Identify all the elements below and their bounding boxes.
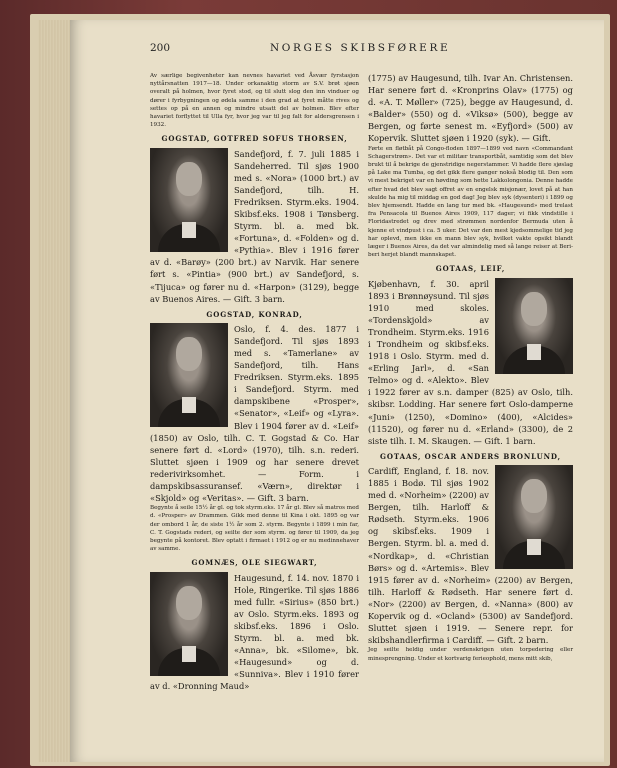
left-column bbox=[150, 72, 359, 692]
entry-text: Haugesund, f. 14. nov. 1870 i Hole, Ringerike. Til sjøs 1886 med fullr. «Sirius» (850 brt.) av Oslo. Styrm.eks. 1893 og skibsf.eks. 1896 i Oslo. Styrm. bl. a. med bk. «Anna», bk. «Silome», bk. «Haugesund» og d. «Sunniva». Blev i 1910 fører av d. «Dronning Maud» bbox=[150, 572, 359, 692]
entry-text: Sandefjord, f. 7. juli 1885 i Sandeherred. Til sjøs 1900 med s. «Nora» (1000 brt.) av Sandefjord, tilh. H. Fredriksen. Styrm.eks. 1904. Skibsf.eks. 1908 i Tønsberg. Styrm. bl. a. med bk. «Fortuna», d. «Folden» og d. «Pythia». Blev i 1916 fører av d. «Barøy» (200 brt.) av Narvik. Har senere ført s. «Pintia» (900 brt.) av Sandefjord, s. «Tijuca» og fører nu d. «Harpon» (3129), begge av Buenos Aires. — Gift. 3 barn. bbox=[150, 148, 359, 304]
entry-heading: GOMNÆS, OLE SIEGWART, bbox=[191, 558, 318, 568]
entry-text: (1775) av Haugesund, tilh. Ivar An. Christensen. Har senere ført d. «Kronprins Olav» (1775) og d. «A. T. Møller» (725), begge av Haugesund, d. «Balder» (550) og d. «Viksø» (500), begge av Bergen, og førte senest m. «Eyfjord» (500) av Kopervik. Sluttet sjøen i 1920 (syk). — Gift. bbox=[368, 73, 573, 144]
entry-note: Jeg seilte heldig under verdenskrigen uten torpedering eller minesprengning. Under et kortvarig ferieophold, mens mitt skib, bbox=[368, 647, 573, 662]
entry-heading: GOGSTAD, GOTFRED SOFUS THORSEN, bbox=[161, 134, 348, 144]
intro-note: Av særlige begivenheter kan nevnes havariet ved Åsvær fyrstasjon nyttårsnatten 1917—18. Under orkanaktig storm av S.V. brøt sjøen overalt på holmen, hvor fyret stod, og til slutt slog den inn vinduer og dører i fyrbygningen og ødela samme i den grad at fyret måtte rives og settes op på en annen og mindre utsatt del av holmen. Blev efter havariet forflyttet til Ulla fyr, hvor jeg var til jeg falt for aldersgrensen i 1932. bbox=[150, 73, 359, 129]
right-column bbox=[368, 72, 573, 663]
entry-text: Kjøbenhavn, f. 30. april 1893 i Brønnøysund. Til sjøs 1910 med skoles. «Tordenskjold» av Trondheim. Styrm.eks. 1916 i Trondheim og skibsf.eks. 1918 i Oslo. Styrm. med d. «Erling Jarl», d. «San Telmo» og d. «Alekto». Blev i 1922 fører av s.n. damper (825) av Oslo, tilh. skibsr. Lodding. Har senere ført Oslo-damperne «Juni» (1250), «Domino» (400), «Alcides» (11520), og fører nu d. «Erland» (3300), de 2 siste tilh. I. M. Skaugen. — Gift. 1 barn. bbox=[368, 278, 573, 446]
portrait-photo bbox=[150, 148, 228, 252]
portrait-photo bbox=[150, 323, 228, 427]
portrait-photo bbox=[150, 572, 228, 676]
entry-heading: GOTAAS, OSCAR ANDERS BRONLUND, bbox=[380, 451, 561, 461]
entry-text: Cardiff, England, f. 18. nov. 1885 i Bodø. Til sjøs 1902 med d. «Norheim» (2200) av Bergen, tilh. Harloff & Rødseth. Styrm.eks. 1906 og skibsf.eks. 1909 i Bergen. Styrm. bl. a. med d. «Nordkap», d. «Christian Børs» og d. «Artemis». Blev 1915 fører av d. «Norheim» (2200) av Bergen, tilh. Harloff & Rødseth. Har senere ført d. «Nor» (2200) av Bergen, d. «Nanna» (800) av Kopervik og d. «Ocland» (5300) av Sandefjord. Sluttet sjøen i 1919. — Senere repr. for skibshandlerfirma i Cardiff. — Gift. 2 barn. bbox=[368, 465, 573, 646]
entry-heading: GOGSTAD, KONRAD, bbox=[206, 309, 303, 319]
entry-note: Førte en fløtbåt på Congo-floden 1897—1899 ved navn «Commandant Schagerstrøm». Det var et militær transportbåt, samtidig som det blev brukt til å bekrige de gjenstridige negerstammer. Vi hadde flere sjøslag på Lake ma Tumba, og det gikk flere ganger nokså blodig til. Den som vi mest bekriget var en høvding som hette Lakkolongonia. Denne hadde efter hvad det blev sagt offret av en engelsk misjonær, lovet på at han skulde ha mig til middag en god dag! Jeg blev syk (dysenteri) i 1899 og blev hjemsendt. Hadde en lang tur med bk. «Haugesund» med trelast fra Pensacola til Buenos Aires 1909, 117 dager; vi fikk vindstille i Floridastredet og drev med strømmen nordenfor Bermuda uten å kjenne et vindpust i ca. 5 uker. Det var den mest kjedsommelige tid jeg har oplevd, men ikke en mann blev syk, hvilket vakte opsikt blandt læger i Buenos Aires, da det var almindelig med så lange reiser at Beri-beri herjet blandt mannskapet. bbox=[368, 145, 573, 259]
portrait-photo bbox=[495, 278, 573, 374]
entry-text: Oslo, f. 4. des. 1877 i Sandefjord. Til sjøs 1893 med s. «Tamerlane» av Sandefjord, tilh. Hans Fredriksen. Styrm.eks. 1895 i Sandefjord. Styrm. med dampskibene «Prosper», «Senator», «Leif» og «Lyra». Blev i 1904 fører av d. «Leif» (1850) av Oslo, tilh. C. T. Gogstad & Co. Har senere ført d. «Lord» (1970), tilh. s.n. rederi. Sluttet sjøen i 1909 og har senere drevet rederivirksomhet. — Form. i dampskibsassuransef. «Værn», direktør i «Skjold» og «Veritas». — Gift. 3 barn. bbox=[150, 323, 359, 504]
page-edges bbox=[38, 20, 72, 762]
portrait-photo bbox=[495, 465, 573, 569]
running-title: NORGES SKIBSFØRERE bbox=[270, 42, 451, 54]
entry-heading: GOTAAS, LEIF, bbox=[435, 264, 506, 274]
entry-note: Begynte å seile 15½ år gl. og tok styrm.eks. 17 år gl. Blev så matros med d. «Prosper» av Drammen. Gikk med denne til Kina i okt. 1895 og var der ombord 1 år, de siste 1½ år som 2. styrm. Begynte i 1899 i min far, C. T. Gogstads rederi, og seilte der som styrm. og fører til 1909, da jeg begynte på kontoret. Blev optatt i firmaet i 1912 og er nu medinnehaver av samme. bbox=[150, 505, 359, 553]
page-number: 200 bbox=[150, 42, 171, 54]
